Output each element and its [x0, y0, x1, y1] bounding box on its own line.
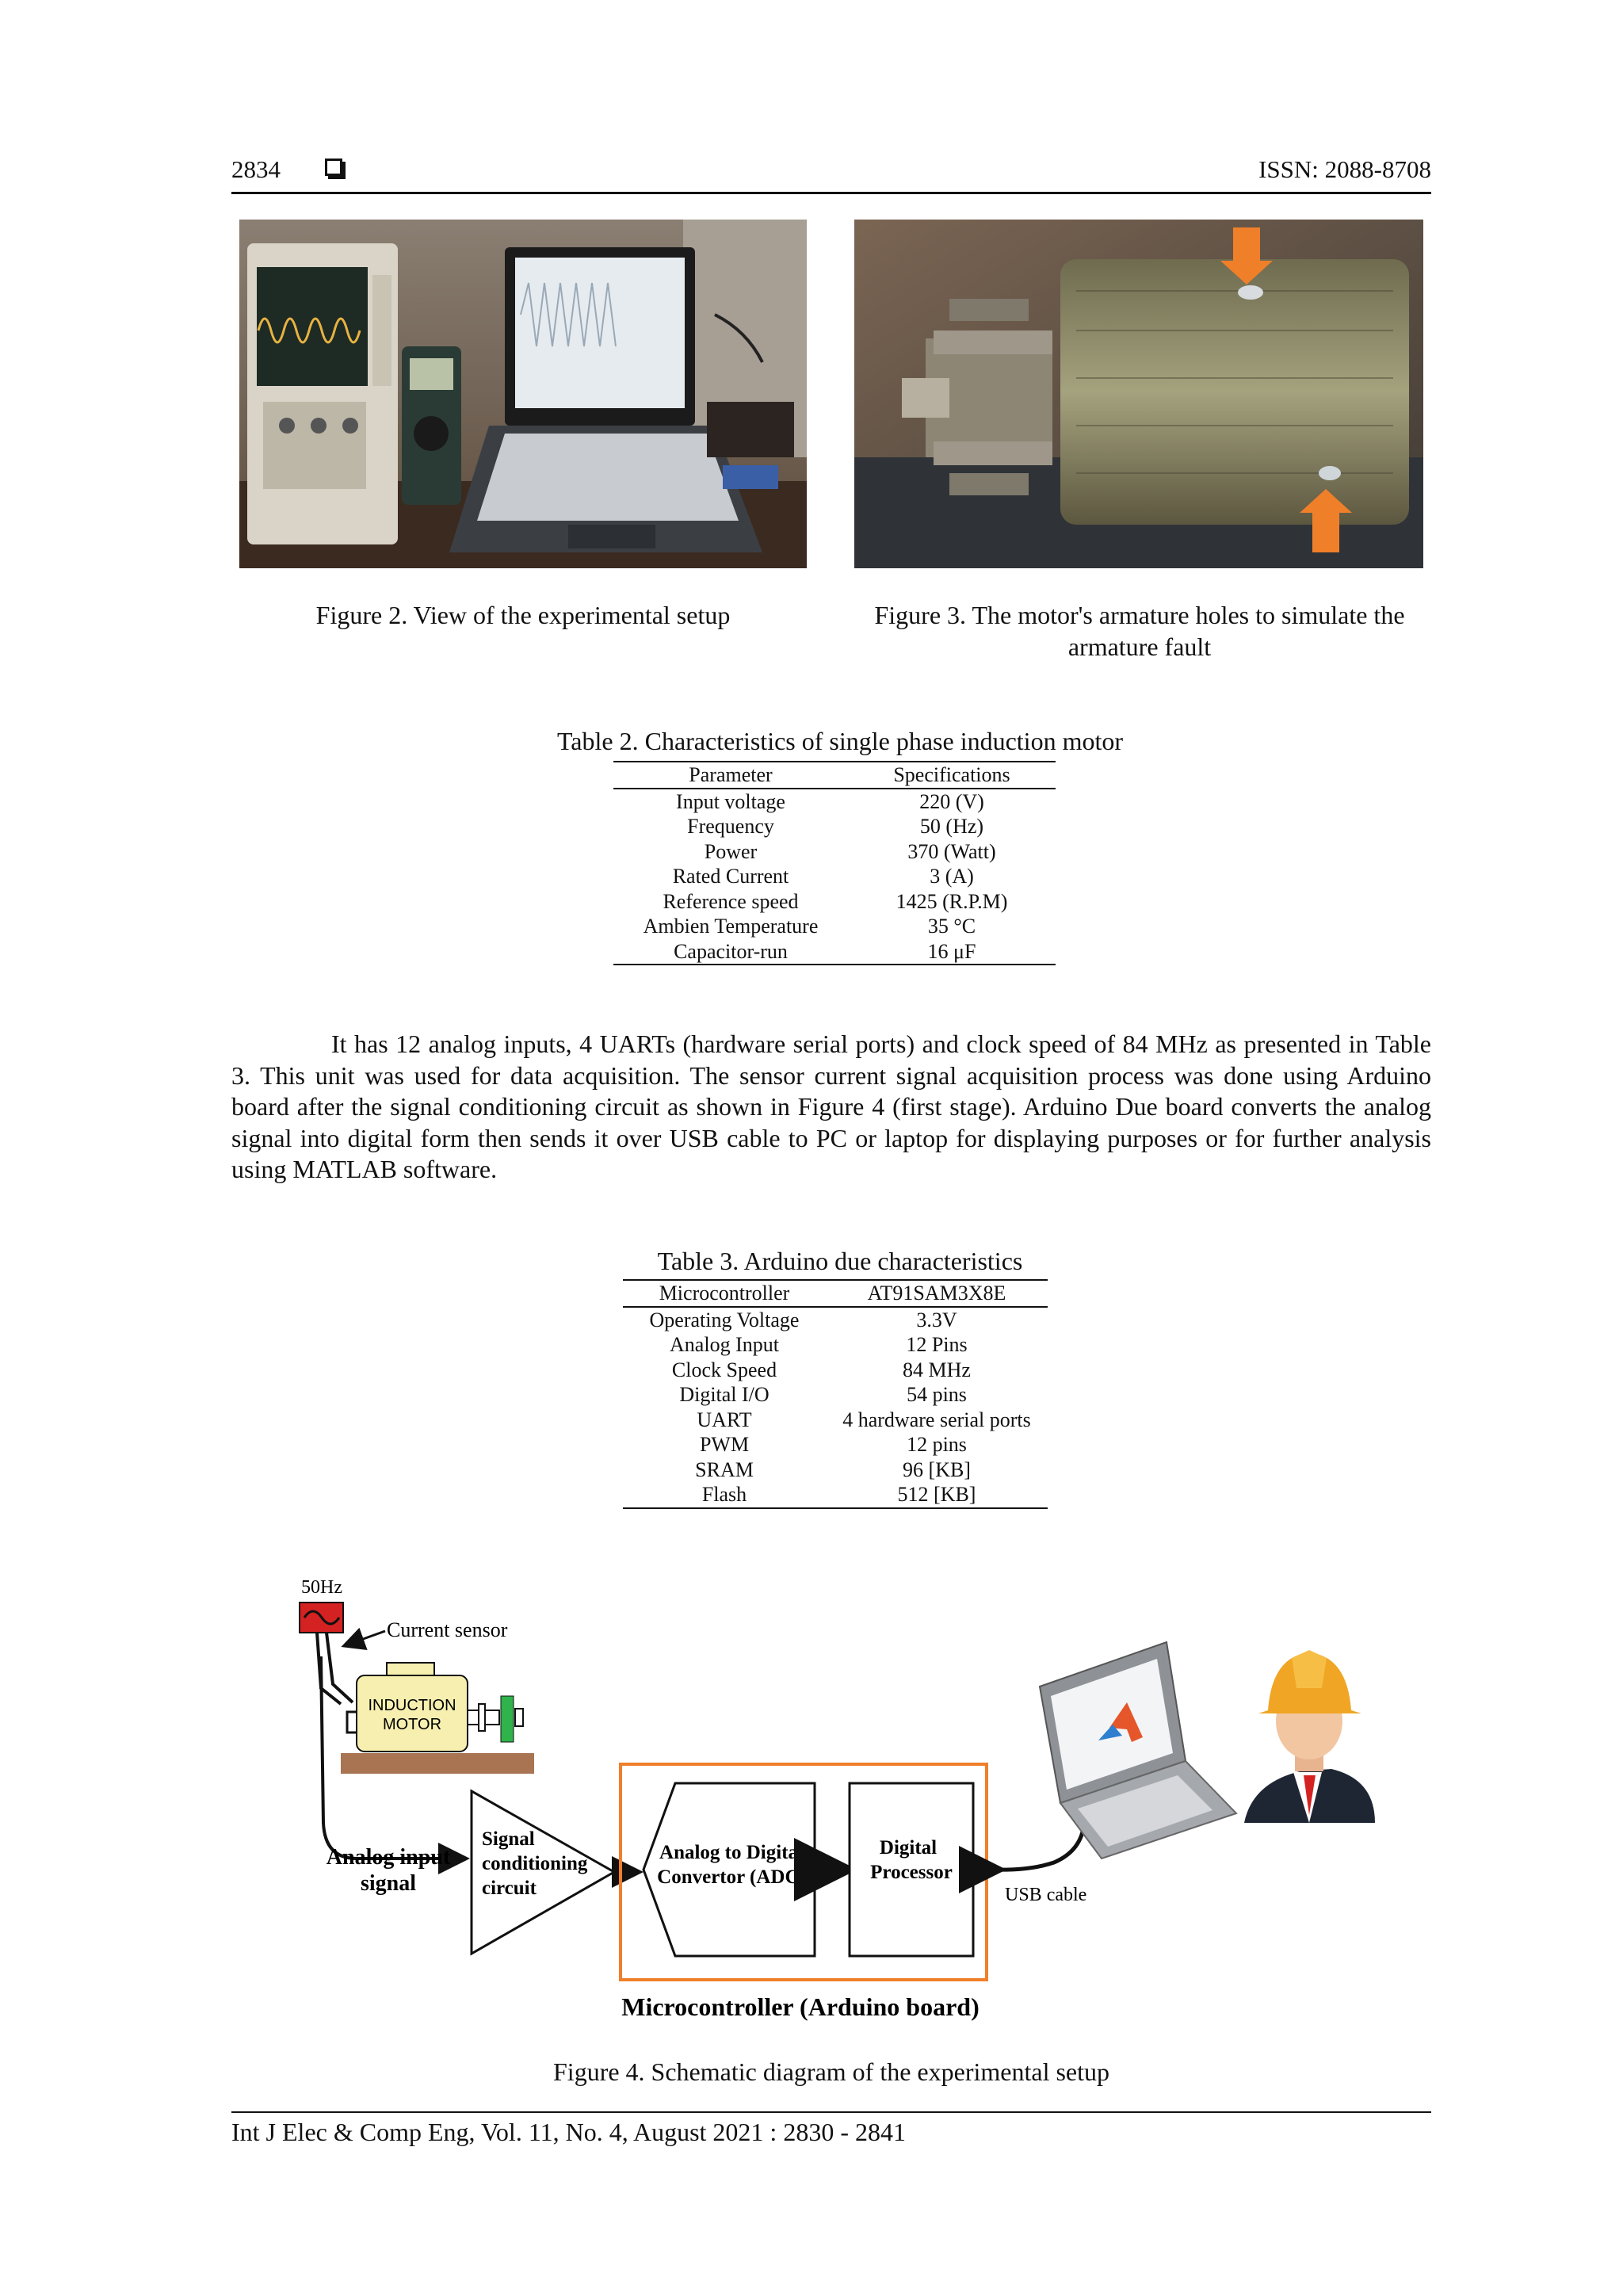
shaft-coupling — [479, 1704, 485, 1731]
table-cell: 3.3V — [916, 1308, 957, 1331]
conditioning-label-line3: circuit — [482, 1878, 537, 1899]
table-cell: Ambien Temperature — [643, 915, 819, 938]
table-cell: Flash — [701, 1483, 747, 1506]
table-cell: 16 μF — [927, 939, 976, 963]
table-cell: 50 (Hz) — [919, 815, 984, 838]
motor-label-line2: MOTOR — [382, 1716, 442, 1733]
page-number: 2834 — [231, 155, 281, 183]
conditioning-label-line2: conditioning — [482, 1853, 588, 1874]
table-cell: 84 MHz — [903, 1358, 971, 1381]
figure-3-caption-line2: armature fault — [1067, 632, 1212, 661]
table-cell: 4 hardware serial ports — [842, 1408, 1031, 1431]
table-2-header-cell: Specifications — [848, 762, 1056, 789]
table-cell: Power — [704, 839, 758, 863]
analog-input-label-line2: signal — [360, 1871, 417, 1896]
figure-3-caption-line1: Figure 3. The motor's armature holes to simulate the — [874, 601, 1405, 629]
conditioning-label-line1: Signal — [482, 1828, 535, 1850]
table-cell: PWM — [699, 1433, 750, 1456]
usb-cable — [999, 1823, 1084, 1870]
motor-terminal-box — [387, 1663, 434, 1675]
source-label: 50Hz — [301, 1577, 342, 1598]
processor-label-line2: Processor — [870, 1862, 953, 1883]
table-cell: 12 pins — [907, 1433, 967, 1456]
table-cell: SRAM — [695, 1457, 754, 1481]
table-cell: Rated Current — [672, 865, 789, 888]
table-cell: 220 (V) — [919, 789, 984, 813]
table-cell: 512 [KB] — [897, 1483, 976, 1506]
processor-label-line1: Digital — [879, 1837, 938, 1859]
table-cell: 96 [KB] — [903, 1457, 971, 1481]
table-cell: 54 pins — [907, 1383, 967, 1406]
footer-rule — [231, 2111, 1431, 2113]
usb-cable-label: USB cable — [1005, 1885, 1087, 1905]
table-cell: Input voltage — [676, 789, 785, 813]
figure-2-caption: Figure 2. View of the experimental setup — [315, 601, 731, 629]
table-cell: Frequency — [687, 815, 774, 838]
adc-label-line1: Analog to Digital — [659, 1842, 804, 1863]
table-cell: UART — [697, 1408, 752, 1431]
engineer-avatar-icon — [1244, 1650, 1375, 1823]
table-2-header-cell: Parameter — [613, 762, 848, 789]
table-cell: Clock Speed — [671, 1358, 777, 1381]
adc-label-line2: Convertor (ADC) — [657, 1866, 806, 1888]
shaft-end — [515, 1709, 523, 1726]
motor-label-line1: INDUCTION — [368, 1697, 456, 1714]
table-cell: 370 (Watt) — [907, 839, 996, 863]
table-cell: 12 Pins — [906, 1333, 968, 1356]
table-cell: 3 (A) — [930, 865, 974, 888]
laptop-icon — [1040, 1642, 1236, 1859]
motor-base — [341, 1753, 534, 1774]
table-cell: 35 °C — [927, 915, 976, 938]
table-2-title: Table 2. Characteristics of single phase induction motor — [556, 727, 1123, 755]
table-cell: Reference speed — [663, 889, 799, 913]
analog-input-label-line1: Analog input — [326, 1845, 451, 1870]
table-cell: Analog Input — [670, 1333, 779, 1356]
green-load-disc — [501, 1696, 514, 1742]
body-paragraph: It has 12 analog inputs, 4 UARTs (hardware serial ports) and clock speed of 84 MHz as presented in Table 3. This unit was used for data acquisition. The sensor current signal acquisition process was done using Arduino board after the signal conditioning circuit as shown in Figure 4 (first stage). Arduino Due board converts the analog signal into digital form then sends it over USB cable to PC or laptop for displaying purposes or for further analysis using MATLAB software. — [231, 1030, 1431, 1183]
table-cell: Digital I/O — [679, 1383, 769, 1406]
microcontroller-label: Microcontroller (Arduino board) — [621, 1992, 980, 2021]
table-3-header-cell: Microcontroller — [623, 1280, 826, 1307]
table-cell: Capacitor-run — [674, 939, 788, 963]
footer-citation: Int J Elec & Comp Eng, Vol. 11, No. 4, August 2021 : 2830 - 2841 — [231, 2118, 906, 2146]
figure-4-caption: Figure 4. Schematic diagram of the experimental setup — [553, 2057, 1109, 2086]
table-3-header-cell: AT91SAM3X8E — [826, 1280, 1048, 1307]
table-cell: Operating Voltage — [649, 1308, 800, 1331]
sensor-pointer-arrow — [346, 1631, 385, 1645]
table-3-title: Table 3. Arduino due characteristics — [657, 1247, 1023, 1275]
issn: ISSN: 2088-8708 — [1258, 155, 1431, 183]
table-cell: 1425 (R.P.M) — [896, 889, 1008, 913]
current-sensor-label: Current sensor — [387, 1618, 508, 1641]
